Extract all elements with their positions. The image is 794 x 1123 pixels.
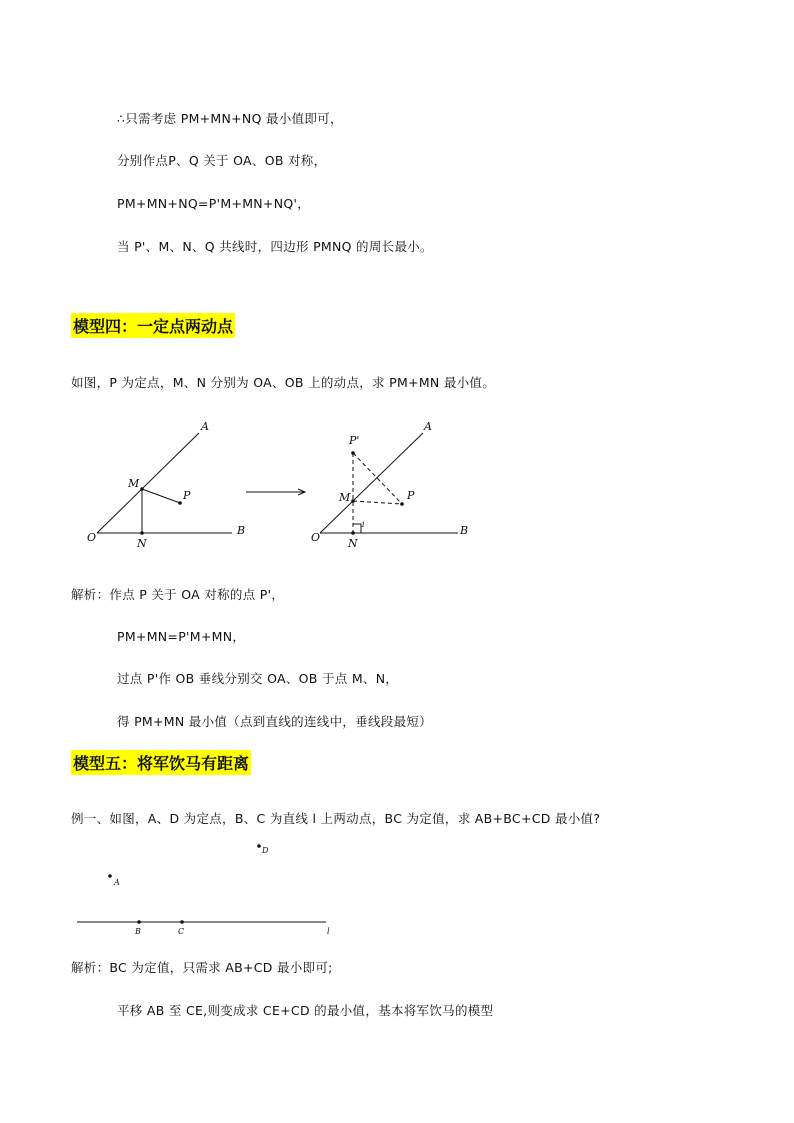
point-n xyxy=(351,531,355,535)
diagram-left xyxy=(97,433,232,533)
label-o: O xyxy=(311,531,321,544)
analysis-line: 过点 P'作 OB 垂线分别交 OA、OB 于点 M、N， xyxy=(117,671,399,686)
ray-oa xyxy=(320,433,423,533)
diagram-right xyxy=(320,433,458,533)
label-b: B xyxy=(460,524,469,537)
label-p: P xyxy=(183,489,191,502)
point-m xyxy=(140,487,144,491)
label-b: B xyxy=(237,524,246,537)
analysis-line: 解析：BC 为定值，只需求 AB+CD 最小即可; xyxy=(71,960,333,975)
text-line: 分别作点P、Q 关于 OA、OB 对称， xyxy=(117,153,327,168)
analysis-line: 平移 AB 至 CE,则变成求 CE+CD 的最小值，基本将军饮马的模型 xyxy=(117,1003,494,1018)
text-line: ∴只需考虑 PM+MN+NQ 最小值即可， xyxy=(117,111,343,126)
point-n xyxy=(140,531,144,535)
point-m xyxy=(351,499,355,503)
point-p xyxy=(178,501,182,505)
analysis-line: 解析：作点 P 关于 OA 对称的点 P'， xyxy=(71,587,285,602)
text-line: PM+MN+NQ=P'M+MN+NQ'， xyxy=(117,196,311,211)
ray-oa xyxy=(97,433,199,533)
label-m: M xyxy=(339,491,351,504)
point-c xyxy=(180,920,184,924)
label-d: D xyxy=(262,846,269,855)
label-m: M xyxy=(128,477,140,490)
label-n: N xyxy=(348,537,358,550)
section-heading: 模型四：一定点两动点 xyxy=(71,313,235,338)
label-a: A xyxy=(114,878,120,887)
point-p-prime xyxy=(351,451,355,455)
transform-arrow xyxy=(246,489,305,495)
point-p xyxy=(400,502,404,506)
problem-statement: 如图，P 为定点，M、N 分别为 OA、OB 上的动点，求 PM+MN 最小值。 xyxy=(71,375,496,390)
label-l: l xyxy=(327,927,330,936)
segment-mp xyxy=(353,501,402,504)
analysis-line: 得 PM+MN 最小值（点到直线的连线中，垂线段最短） xyxy=(117,714,432,729)
label-n: N xyxy=(137,537,147,550)
label-c: C xyxy=(178,927,185,936)
point-b xyxy=(137,920,141,924)
label-p: P xyxy=(407,489,415,502)
text-line: 当 P'、M、N、Q 共线时，四边形 PMNQ 的周长最小。 xyxy=(117,239,433,254)
analysis-line: PM+MN=P'M+MN， xyxy=(117,629,246,644)
section-heading: 模型五：将军饮马有距离 xyxy=(71,750,251,775)
point-a xyxy=(108,874,112,878)
label-angle: 1 xyxy=(361,521,366,529)
problem-statement: 例一、如图，A、D 为定点，B、C 为直线 l 上两动点，BC 为定值，求 AB+BC+CD 最小值? xyxy=(71,811,601,826)
label-b: B xyxy=(135,927,141,936)
label-p-prime: P' xyxy=(349,434,360,447)
point-d xyxy=(257,844,261,848)
label-a: A xyxy=(201,420,209,433)
label-o: O xyxy=(87,531,97,544)
label-a: A xyxy=(424,420,432,433)
right-angle-mark xyxy=(353,524,361,533)
segment-mp xyxy=(142,489,180,503)
